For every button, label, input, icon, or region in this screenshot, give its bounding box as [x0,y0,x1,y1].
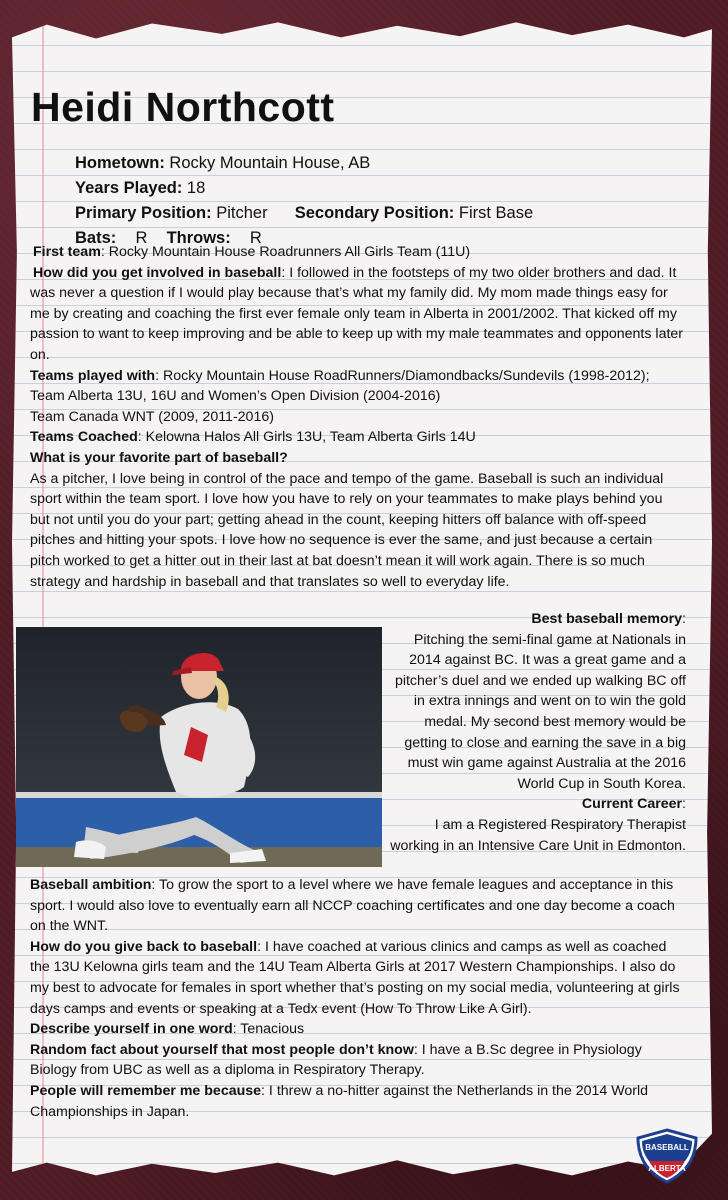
first-team-paragraph: First team: Rocky Mountain House Roadrunners All Girls Team (11U) [33,244,471,260]
secondary-position-label: Secondary Position: [294,204,455,222]
throws-value: R [249,229,262,247]
hometown-value: Rocky Mountain House, AB [164,154,371,172]
give-back-paragraph: How do you give back to baseball: I have coached at various clinics and camps as well as coached the 13U Kelowna girls team and the 14U Team Alberta Girls at 2017 Western Championships. I also do my best to advocate for females in sport whether that’s posting on my social media, volunteering at girls days camps and events or speaking at a Tedx event (How To Throw Like A Girl). [30,938,680,1017]
hometown-label: Hometown: [75,154,165,172]
bats-label: Bats: [75,229,117,247]
pitcher-photo-illustration [16,627,382,867]
ambition-paragraph: Baseball ambition: To grow the sport to a level where we have female leagues and acceptance in this sport. I would also love to eventually earn all NCCP coaching certificates and one day become a coach on the WNT. [30,877,675,935]
favorite-heading: What is your favorite part of baseball? [30,449,288,466]
throws-label: Throws: [166,229,231,247]
years-row [75,176,533,201]
favorite-paragraph: As a pitcher, I love being in control of the pace and tempo of the game. Baseball is such an individual sport within the team sport. I love how you have to rely on your teammates to make plays behind you but not until you do your part; getting ahead in the count, keeping hitters off balance with off-speed pitches and hitting your spots. I love how no sequence is ever the same, and just because a certain pitch worked to get a hitter out in their last at bat doesn’t mean it will work again. There is so much strategy and hardship in baseball and that translates so well to everyday life. [30,470,664,590]
profile-body-bottom [30,875,690,1122]
teams-played-paragraph: Teams played with: Rocky Mountain House RoadRunners/Diamondbacks/Sundevils (1998-2012); Team Alberta 13U, 16U and Women’s Open Division (2004-2016) [30,367,650,405]
career-paragraph: I am a Registered Respiratory Therapist working in an Intensive Care Unit in Edmonton. [390,816,686,854]
player-info-block [75,151,533,251]
years-label: Years Played: [75,179,183,197]
baseball-alberta-logo [634,1128,700,1184]
career-heading: Current Career: [581,796,686,813]
player-name: Heidi Northcott [31,84,335,130]
memory-career-column [386,609,686,856]
logo-text-line1: BASEBALL [645,1143,689,1152]
teams-played-paragraph-2: Team Canada WNT (2009, 2011-2016) [30,408,274,425]
secondary-position-value: First Base [454,204,534,222]
primary-position-label: Primary Position: [75,204,212,222]
logo-text-line2: ALBERTA [648,1164,686,1173]
involved-paragraph: How did you get involved in baseball: I followed in the footsteps of my two older brothers and dad. It was never a question if I would play because that’s what my family did. My mom made things easy for me by creating and coaching the first ever female only team in Alberta in 2001/2002. That kicked off my passion to want to keep improving and be able to keep up with my male teammates and opponents later on. [30,264,684,363]
position-row [75,201,533,226]
profile-body-top [30,242,686,592]
remember-paragraph: People will remember me because: I threw a no-hitter against the Netherlands in the 2014 World Championships in Japan. [30,1082,649,1120]
bats-value: R [135,229,148,247]
years-value: 18 [182,179,206,197]
primary-position-value: Pitcher [211,204,268,222]
hometown-row [75,151,533,176]
memory-paragraph: Pitching the semi-final game at Nationals in 2014 against BC. It was a great game and a pitcher’s duel and we ended up walking BC off in extra innings and went on to win the gold medal. My second best memory would be getting to close and earning the save in a big must win game against Australia at the 2016 World Cup in South Korea. [394,631,686,792]
pitcher-photo [16,627,382,867]
teams-coached-paragraph: Teams Coached: Kelowna Halos All Girls 13U, Team Alberta Girls 14U [30,429,476,446]
random-fact-paragraph: Random fact about yourself that most people don’t know: I have a B.Sc degree in Physiology Biology from UBC as well as a diploma in Respiratory Therapy. [30,1041,642,1079]
one-word-paragraph: Describe yourself in one word: Tenacious [30,1021,305,1038]
memory-heading: Best baseball memory: [531,611,686,627]
